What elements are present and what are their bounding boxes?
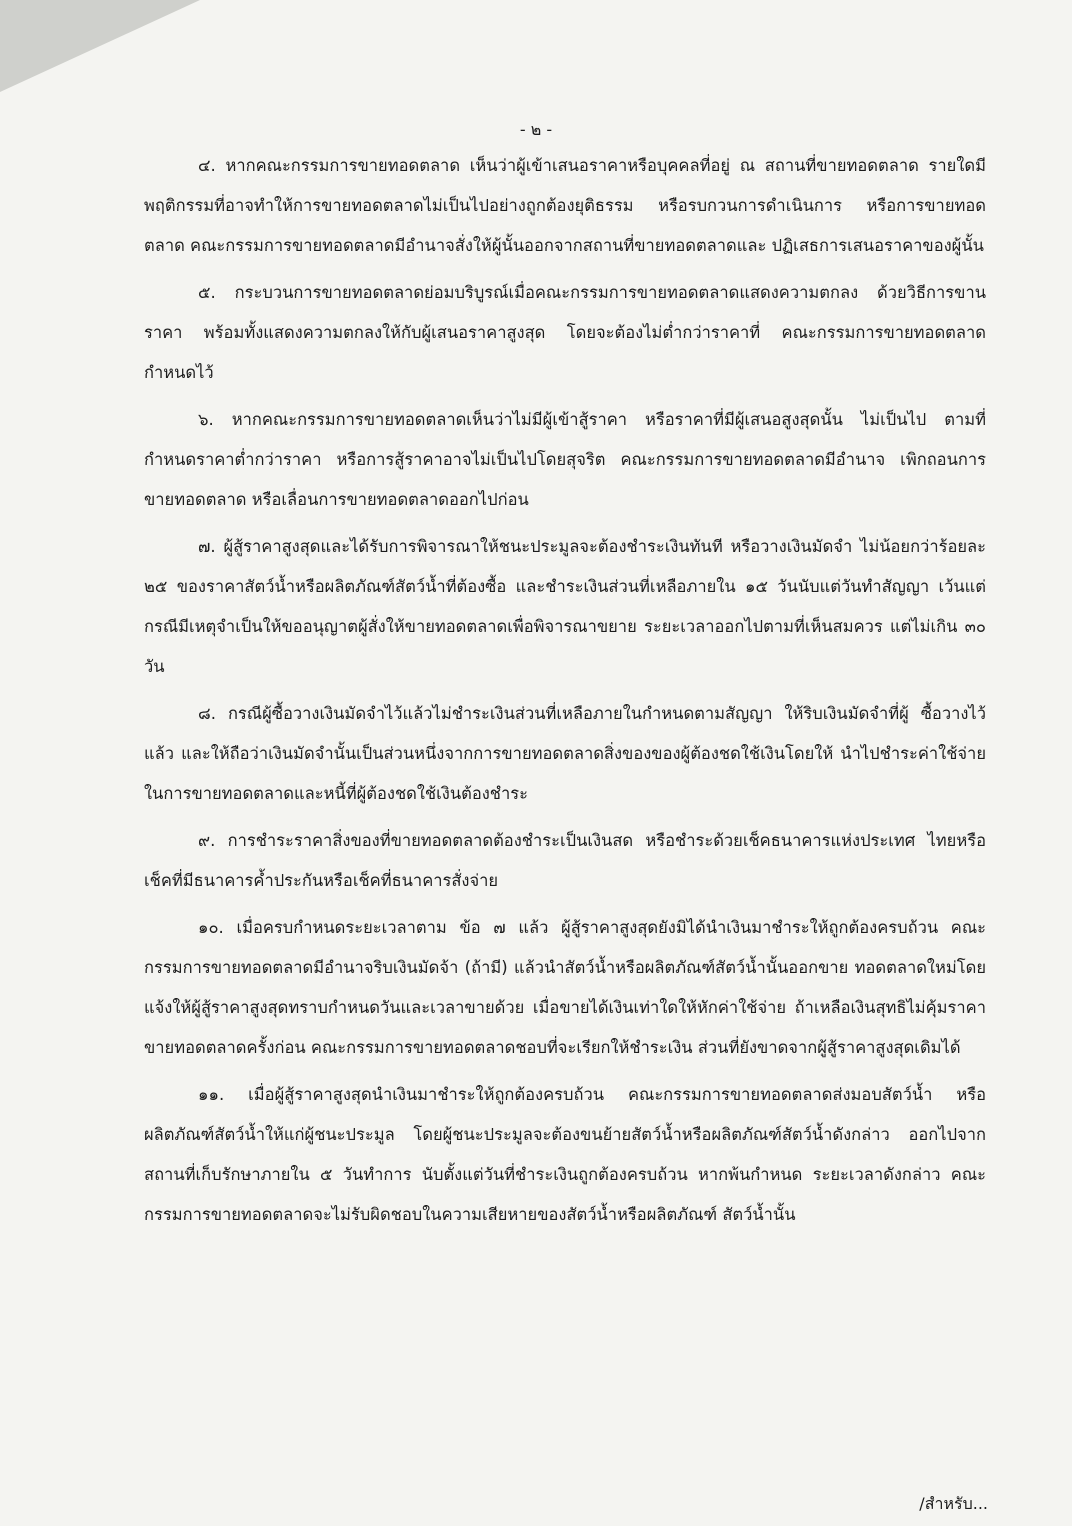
clause-6: ๖. หากคณะกรรมการขายทอดตลาดเห็นว่าไม่มีผู้เข้าสู้ราคา หรือราคาที่มีผู้เสนอสูงสุดนั้น ไม่เป็นไป ตามที่กำหนดราคาต่ำกว่าราคา หรือการสู้ราคาอาจไม่เป็นไปโดยสุจริต คณะกรรมการขายทอดตลาดมีอำนาจ เพิกถอนการขายทอดตลาด หรือเลื่อนการขายทอดตลาดออกไปก่อน [144, 410, 986, 509]
document-body [144, 146, 986, 1242]
clause-7: ๗. ผู้สู้ราคาสูงสุดและได้รับการพิจารณาให้ชนะประมูลจะต้องชำระเงินทันที หรือวางเงินมัดจำ ไม่น้อยกว่าร้อยละ ๒๕ ของราคาสัตว์น้ำหรือผลิตภัณฑ์สัตว์น้ำที่ต้องซื้อ และชำระเงินส่วนที่เหลือภายใน ๑๕ วันนับแต่วันทำสัญญา เว้นแต่กรณีมีเหตุจำเป็นให้ขออนุญาตผู้สั่งให้ขายทอดตลาดเพื่อพิจารณาขยาย ระยะเวลาออกไปตามที่เห็นสมควร แต่ไม่เกิน ๓๐ วัน [144, 537, 986, 676]
clause-5: ๕. กระบวนการขายทอดตลาดย่อมบริบูรณ์เมื่อคณะกรรมการขายทอดตลาดแสดงความตกลง ด้วยวิธีการขานราคา พร้อมทั้งแสดงความตกลงให้กับผู้เสนอราคาสูงสุด โดยจะต้องไม่ต่ำกว่าราคาที่ คณะกรรมการขายทอดตลาดกำหนดไว้ [144, 283, 986, 382]
clause-9: ๙. การชำระราคาสิ่งของที่ขายทอดตลาดต้องชำระเป็นเงินสด หรือชำระด้วยเช็คธนาคารแห่งประเทศ ไทยหรือเช็คที่มีธนาคารค้ำประกันหรือเช็คที่ธนาคารสั่งจ่าย [144, 831, 986, 890]
clause-4: ๔. หากคณะกรรมการขายทอดตลาด เห็นว่าผู้เข้าเสนอราคาหรือบุคคลที่อยู่ ณ สถานที่ขายทอดตลาด รายใดมีพฤติกรรมที่อาจทำให้การขายทอดตลาดไม่เป็นไปอย่างถูกต้องยุติธรรม หรือรบกวนการดำเนินการ หรือการขายทอดตลาด คณะกรรมการขายทอดตลาดมีอำนาจสั่งให้ผู้นั้นออกจากสถานที่ขายทอดตลาดและ ปฏิเสธการเสนอราคาของผู้นั้น [144, 156, 986, 255]
page-number: - ๒ - [519, 120, 553, 139]
continuation-note: /สำหรับ... [919, 1494, 988, 1513]
clause-8: ๘. กรณีผู้ซื้อวางเงินมัดจำไว้แล้วไม่ชำระเงินส่วนที่เหลือภายในกำหนดตามสัญญา ให้ริบเงินมัดจำที่ผู้ ซื้อวางไว้แล้ว และให้ถือว่าเงินมัดจำนั้นเป็นส่วนหนึ่งจากการขายทอดตลาดสิ่งของของผู้ต้องชดใช้เงินโดยให้ นำไปชำระค่าใช้จ่ายในการขายทอดตลาดและหนี้ที่ผู้ต้องชดใช้เงินต้องชำระ [144, 704, 986, 803]
clause-11: ๑๑. เมื่อผู้สู้ราคาสูงสุดนำเงินมาชำระให้ถูกต้องครบถ้วน คณะกรรมการขายทอดตลาดส่งมอบสัตว์น้ำ หรือผลิตภัณฑ์สัตว์น้ำให้แก่ผู้ชนะประมูล โดยผู้ชนะประมูลจะต้องขนย้ายสัตว์น้ำหรือผลิตภัณฑ์สัตว์น้ำดังกล่าว ออกไปจากสถานที่เก็บรักษาภายใน ๕ วันทำการ นับตั้งแต่วันที่ชำระเงินถูกต้องครบถ้วน หากพ้นกำหนด ระยะเวลาดังกล่าว คณะกรรมการขายทอดตลาดจะไม่รับผิดชอบในความเสียหายของสัตว์น้ำหรือผลิตภัณฑ์ สัตว์น้ำนั้น [144, 1085, 986, 1224]
clause-10: ๑๐. เมื่อครบกำหนดระยะเวลาตาม ข้อ ๗ แล้ว ผู้สู้ราคาสูงสุดยังมิได้นำเงินมาชำระให้ถูกต้องครบถ้วน คณะกรรมการขายทอดตลาดมีอำนาจริบเงินมัดจ้า (ถ้ามี) แล้วนำสัตว์น้ำหรือผลิตภัณฑ์สัตว์น้ำนั้นออกขาย ทอดตลาดใหม่โดยแจ้งให้ผู้สู้ราคาสูงสุดทราบกำหนดวันและเวลาขายด้วย เมื่อขายได้เงินเท่าใดให้หักค่าใช้จ่าย ถ้าเหลือเงินสุทธิไม่คุ้มราคาขายทอดตลาดครั้งก่อน คณะกรรมการขายทอดตลาดชอบที่จะเรียกให้ชำระเงิน ส่วนที่ยังขาดจากผู้สู้ราคาสูงสุดเดิมได้ [144, 918, 986, 1057]
